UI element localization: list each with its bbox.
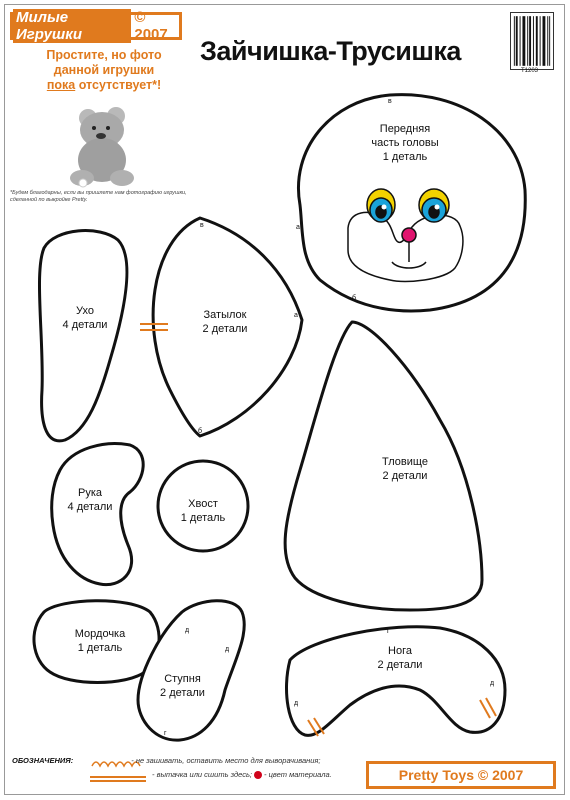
footer-brand [366, 761, 556, 789]
muzzle-label-line2: 1 деталь [77, 642, 123, 654]
foot-label [145, 672, 220, 700]
arm-piece [52, 444, 144, 585]
head-label-line1: Передняя [379, 123, 431, 135]
body-label-line2: 2 детали [382, 470, 428, 482]
head-label-line3: 1 деталь [382, 151, 428, 163]
legend-label: ОБОЗНАЧЕНИЯ: [12, 756, 74, 765]
mark-head-a: а [296, 224, 300, 231]
mark-foot-d1: д [185, 627, 190, 634]
mark-leg-d2: д [294, 700, 299, 707]
back-label-line1: Затылок [203, 309, 247, 321]
leg-label-line2: 2 детали [377, 659, 423, 671]
tail-label [163, 497, 243, 525]
ear-label-line2: 4 детали [62, 319, 108, 331]
leg-label [355, 644, 445, 672]
ear-label [40, 304, 130, 332]
notice-line-1: Простите, но фото [46, 48, 162, 62]
arm-label-line1: Рука [77, 487, 102, 499]
material-color-dot [254, 771, 262, 779]
back-label [180, 308, 270, 336]
mark-foot-d2: д [225, 646, 230, 653]
mark-head-v: в [388, 98, 392, 105]
head-label-line2: часть головы [371, 137, 439, 149]
mark-back-b: б [198, 428, 203, 435]
arm-label [50, 486, 130, 514]
footer-brand-name: Pretty Toys [398, 767, 474, 783]
back-label-line2: 2 детали [202, 323, 248, 335]
foot-label-line1: Ступня [164, 673, 201, 685]
body-label [355, 455, 455, 483]
notice-line-2: данной игрушки [53, 63, 155, 77]
brand-year: © 2007 [134, 9, 168, 43]
footer-brand-year: © 2007 [477, 767, 524, 783]
body-label-line1: Тловище [382, 456, 428, 468]
mark-leg-g: г [387, 628, 390, 635]
ear-piece [39, 231, 126, 441]
mark-back-a: а [294, 312, 298, 319]
head-label [345, 122, 465, 164]
tail-label-line2: 1 деталь [180, 512, 226, 524]
mark-head-b: б [352, 295, 357, 302]
tail-label-line1: Хвост [188, 498, 218, 510]
mark-foot-g: г [164, 730, 167, 737]
page-title: Зайчишка-Трусишка [200, 36, 461, 66]
legend [12, 754, 332, 782]
mark-leg-d1: д [490, 680, 495, 687]
arm-label-line2: 4 детали [67, 501, 113, 513]
notice-line-3-rest: отсутствует*! [75, 78, 162, 92]
foot-label-line2: 2 детали [160, 687, 205, 699]
notice-footnote: *Будем благодарны, если вы пришлете нам фотографию игрушки, сделанной по выкройке Pretty. [10, 190, 187, 203]
ear-label-line1: Ухо [76, 305, 94, 317]
muzzle-label [55, 627, 145, 655]
brand-name: Милые Игрушки [13, 9, 131, 43]
mark-back-v: в [200, 222, 204, 229]
pattern-code: T1203 [521, 68, 539, 74]
legend-text-2: - вытачка или сшить здесь; [152, 770, 253, 779]
legend-text-1: - не зашивать, оставить место для выворачивания; [131, 756, 321, 765]
notice-line-3-underlined: пока [46, 78, 76, 92]
muzzle-label-line1: Мордочка [74, 628, 126, 640]
leg-label-line1: Нога [388, 645, 412, 657]
legend-text-3: - цвет материала. [264, 770, 332, 779]
